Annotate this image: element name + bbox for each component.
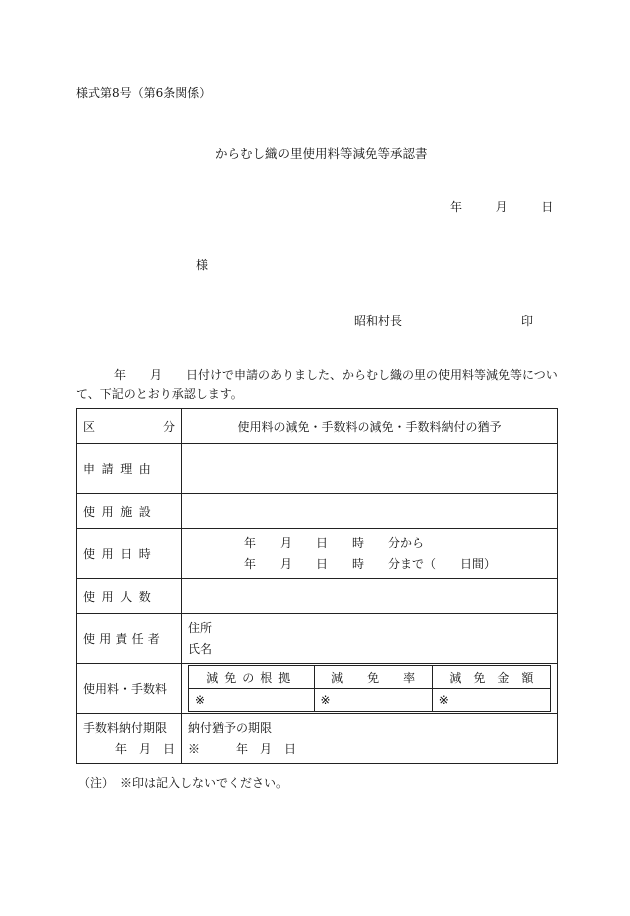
footnote: （注） ※印は記入しないでください。 xyxy=(78,776,289,790)
kubun-value: 使用料の減免・手数料の減免・手数料納付の猶予 xyxy=(182,409,558,444)
name-label: 氏名 xyxy=(188,641,213,656)
deadline-header: 納付猶予の期限 xyxy=(188,720,273,735)
facility-field[interactable] xyxy=(182,494,558,529)
date-day: 日 xyxy=(541,200,554,214)
body-paragraph: 年 月 日付けで申請のありました、からむし織の里の使用料等減免等について、下記のとおり承認します。 xyxy=(76,368,558,401)
people-label: 使用人数 xyxy=(77,579,182,614)
datetime-from: 年 月 日 時 分から xyxy=(244,535,425,550)
approval-table xyxy=(76,408,558,764)
fee-amount-header: 減 免 金 額 xyxy=(432,666,550,689)
fee-basis-field[interactable]: ※ xyxy=(189,689,315,712)
datetime-label: 使用日時 xyxy=(77,529,182,579)
reason-field[interactable] xyxy=(182,444,558,494)
fee-rate-header: 減 免 率 xyxy=(314,666,432,689)
date-year: 年 xyxy=(450,200,463,214)
address-label: 住所 xyxy=(188,620,213,635)
people-field[interactable] xyxy=(182,579,558,614)
kubun-label: 区 分 xyxy=(77,409,182,444)
date-month: 月 xyxy=(495,200,508,214)
datetime-to: 年 月 日 時 分まで（ 日間） xyxy=(244,556,497,571)
responsible-field[interactable] xyxy=(182,614,558,664)
fee-label: 使用料・手数料 xyxy=(77,664,182,714)
body-text xyxy=(76,366,562,404)
issue-date xyxy=(450,198,553,215)
addressee: 様 xyxy=(196,258,209,272)
fee-amount-field[interactable]: ※ xyxy=(432,689,550,712)
issuer-name: 昭和村長 xyxy=(354,314,403,328)
datetime-field[interactable] xyxy=(182,529,558,579)
deadline-label: 手数料納付期限 年 月 日 xyxy=(77,714,182,764)
deadline-value: ※ 年 月 日 xyxy=(188,741,297,756)
fee-grid xyxy=(182,664,558,714)
facility-label: 使用施設 xyxy=(77,494,182,529)
responsible-label: 使用責任者 xyxy=(77,614,182,664)
deadline-field[interactable] xyxy=(182,714,558,764)
fee-basis-header: 減免の根拠 xyxy=(189,666,315,689)
document-title: からむし織の里使用料等減免等承認書 xyxy=(215,146,428,161)
form-number: 様式第8号（第6条関係） xyxy=(76,86,212,100)
reason-label: 申請理由 xyxy=(77,444,182,494)
fee-rate-field[interactable]: ※ xyxy=(314,689,432,712)
seal-mark: 印 xyxy=(521,314,534,328)
